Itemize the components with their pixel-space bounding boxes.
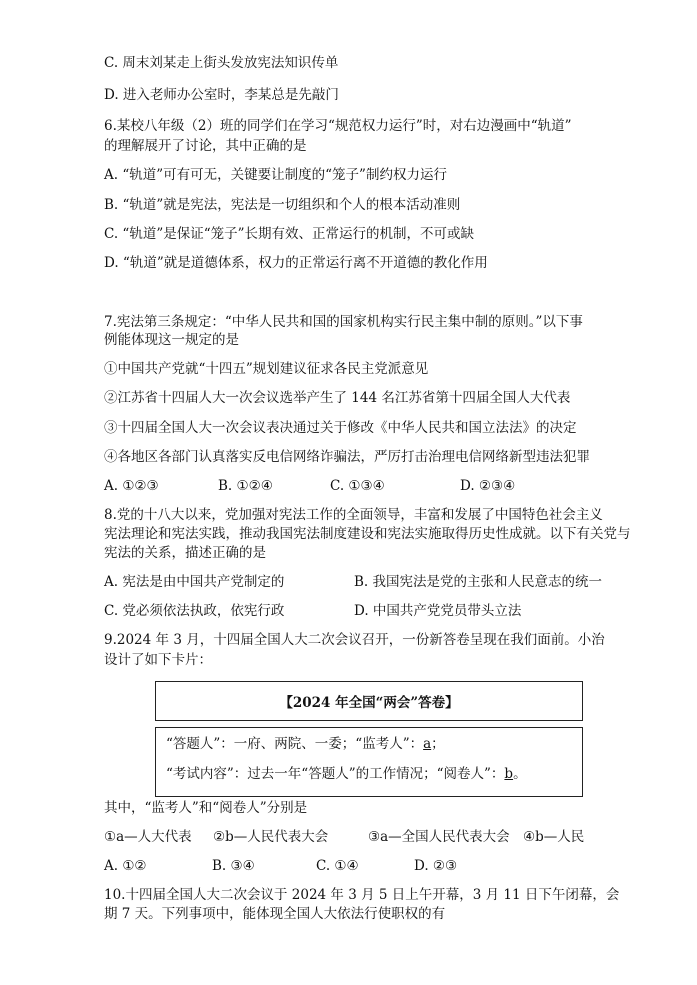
q8-option-d: D. 中国共产党党员带头立法 <box>354 603 522 619</box>
q7-option-d: D. ②③④ <box>460 478 516 494</box>
q6-option-b: B. “轨道”就是宪法，宪法是一切组织和个人的根本活动准则 <box>104 197 461 213</box>
q7-stem-line2: 例能体现这一规定的是 <box>104 332 239 348</box>
q6-option-d: D. “轨道”就是道德体系，权力的正常运行离不开道德的教化作用 <box>104 255 488 271</box>
q9-item-4: ④b—人民 <box>523 829 585 845</box>
q9-card-blank-b: b <box>504 766 514 782</box>
q9-card-title <box>155 681 583 721</box>
q8-option-a: A. 宪法是由中国共产党制定的 <box>104 574 285 590</box>
q8-option-c: C. 党必须依法执政，依宪行政 <box>104 603 285 619</box>
q10-stem-line1: 10.十四届全国人大二次会议于 2024 年 3 月 5 日上午开幕，3 月 11 日下午闭幕，会 <box>104 887 620 903</box>
q7-option-a: A. ①②③ <box>104 478 159 494</box>
q8-stem-line2: 宪法理论和宪法实践，推动我国宪法制度建设和宪法实施取得历史性成就。以下有关党与 <box>104 526 631 542</box>
q9-option-b: B. ③④ <box>212 858 255 874</box>
q7-option-c: C. ①③④ <box>330 478 385 494</box>
q9-card-blank-a: a <box>423 736 432 752</box>
q6-stem-line1: 6.某校八年级（2）班的同学们在学习“规范权力运行”时，对右边漫画中“轨道” <box>104 118 572 134</box>
q9-card-line2-end: 。 <box>513 766 527 782</box>
q9-option-d: D. ②③ <box>414 858 458 874</box>
q6-option-c: C. “轨道”是保证“笼子”长期有效、正常运行的机制，不可或缺 <box>104 226 475 242</box>
q9-item-2: ②b—人民代表大会 <box>213 829 329 845</box>
q8-option-b: B. 我国宪法是党的主张和人民意志的统一 <box>354 574 603 590</box>
q7-item-1: ①中国共产党就“十四五”规划建议征求各民主党派意见 <box>104 361 429 377</box>
q7-option-b: B. ①②④ <box>218 478 273 494</box>
q8-stem-line1: 8.党的十八大以来，党加强对宪法工作的全面领导，丰富和发展了中国特色社会主义 <box>104 507 603 523</box>
q9-card-line2 <box>166 765 527 783</box>
q9-card-title-text: 【2024 年全国“两会”答卷】 <box>279 695 459 711</box>
q9-card-line1 <box>166 735 445 753</box>
q9-card-line1-end: ； <box>431 736 445 752</box>
q9-card-line2-text: “考试内容”：过去一年“答题人”的工作情况；“阅卷人”： <box>166 766 505 782</box>
q9-question: 其中，“监考人”和“阅卷人”分别是 <box>104 800 308 816</box>
q7-item-3: ③十四届全国人大一次会议表决通过关于修改《中华人民共和国立法法》的决定 <box>104 420 577 436</box>
q10-stem-line2: 期 7 天。下列事项中，能体现全国人大依法行使职权的有 <box>104 906 446 922</box>
q7-item-2: ②江苏省十四届人大一次会议选举产生了 144 名江苏省第十四届全国人大代表 <box>104 390 571 406</box>
q9-card-body <box>155 727 583 797</box>
q6-stem-line2: 的理解展开了讨论，其中正确的是 <box>104 138 307 154</box>
q9-option-a: A. ①② <box>104 858 147 874</box>
q9-stem-line1: 9.2024 年 3 月，十四届全国人大二次会议召开，一份新答卷呈现在我们面前。小治 <box>104 632 605 648</box>
q9-card-line1-text: “答题人”：一府、两院、一委；“监考人”： <box>166 736 424 752</box>
option-d: D. 进入老师办公室时，李某总是先敲门 <box>104 87 339 103</box>
q7-item-4: ④各地区各部门认真落实反电信网络诈骗法，严厉打击治理电信网络新型违法犯罪 <box>104 449 590 465</box>
q6-option-a: A. “轨道”可有可无，关键要让制度的“笼子”制约权力运行 <box>104 167 447 183</box>
q9-stem-line2: 设计了如下卡片： <box>104 652 212 668</box>
q9-item-3: ③a—全国人民代表大会 <box>368 829 510 845</box>
q9-item-1: ①a—人大代表 <box>104 829 192 845</box>
option-c: C. 周末刘某走上街头发放宪法知识传单 <box>104 55 339 71</box>
q7-stem-line1: 7.宪法第三条规定：“中华人民共和国的国家机构实行民主集中制的原则。”以下事 <box>104 314 583 330</box>
q9-option-c: C. ①④ <box>316 858 359 874</box>
q8-stem-line3: 宪法的关系，描述正确的是 <box>104 545 266 561</box>
